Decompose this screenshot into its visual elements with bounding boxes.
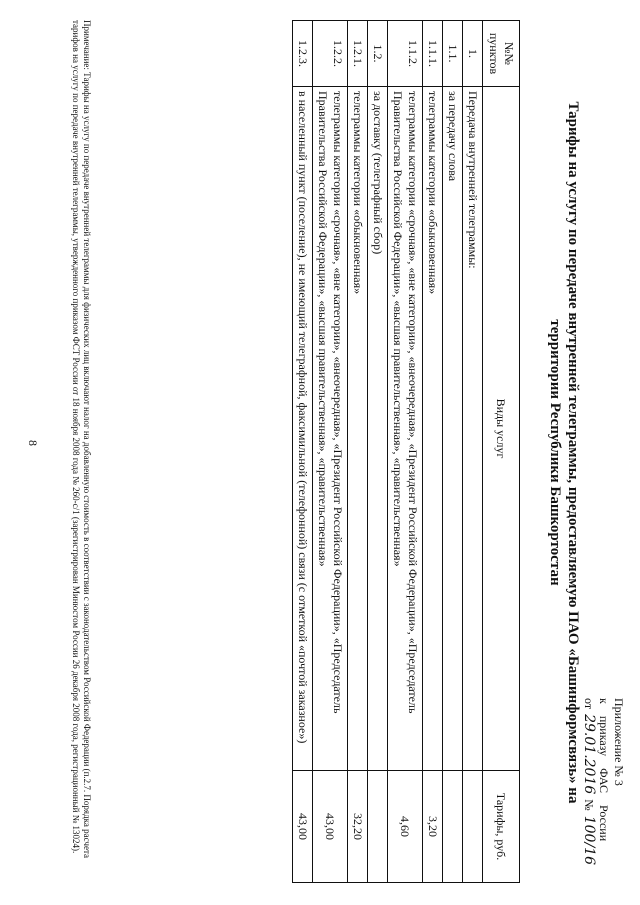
- row-description: за доставку (телеграфный сбор): [368, 87, 388, 771]
- row-tariff: 3,20: [423, 771, 443, 883]
- document-title: Тарифы на услугу по передаче внутренней телеграммы, предоставляемую ПАО «Башинформсвязь» на территории Республики Башкортостан: [547, 101, 581, 804]
- handwritten-number: 100/16: [581, 815, 597, 865]
- table-row: [423, 21, 443, 883]
- row-description: Передача внутренней телеграммы:: [463, 87, 483, 771]
- row-description: в населенный пункт (поселение), не имеющий телеграфной, факсимильной (телефонной) связи (с отметкой «почтой заказное»): [293, 87, 313, 771]
- table-row: [463, 21, 483, 883]
- appendix-number: Приложение № 3: [612, 698, 626, 786]
- table-header-row: [483, 21, 520, 883]
- handwritten-date: 29.01.2016: [581, 714, 597, 795]
- row-tariff: [443, 771, 463, 883]
- table-row: [313, 21, 348, 883]
- footnote: Примечание: Тарифы на услугу по передаче внутренней телеграммы для физических лиц включают налог на добавленную стоимость в соответствии с законодательством Российской Федерации (п.2.7. Порядка расчета тарифов на услугу по передаче внутренней телеграммы, утвержденного приказом ФСТ России от 18 ноября 2008 года № 260-с/1 (зарегистрирован Минюстом России 26 декабря 2008 года, регистрационный № 13024).: [71, 20, 92, 858]
- row-number: 1.2.: [368, 21, 388, 87]
- row-description: телеграммы категории «срочная», «вне категории», «внеочередная», «Президент Российской Федерации», «Председатель Правительства Российской Федерации», «высшая правительственная», «правительственная»: [388, 87, 423, 771]
- row-number: 1.1.2.: [388, 21, 423, 87]
- row-description: телеграммы категории «обыкновенная»: [348, 87, 368, 771]
- row-tariff: 4,60: [388, 771, 423, 883]
- row-number: 1.2.2.: [313, 21, 348, 87]
- row-tariff: [463, 771, 483, 883]
- row-tariff: [368, 771, 388, 883]
- table-row: [388, 21, 423, 883]
- row-description: за передачу слова: [443, 87, 463, 771]
- row-number: 1.1.1.: [423, 21, 443, 87]
- row-description: телеграммы категории «обыкновенная»: [423, 87, 443, 771]
- appendix-header: [581, 698, 626, 867]
- order-reference: к приказу ФАС России: [597, 698, 611, 842]
- table-row: [348, 21, 368, 883]
- tariff-table: [292, 20, 520, 883]
- header-item-number: №№ пунктов: [483, 21, 520, 87]
- row-tariff: 43,00: [313, 771, 348, 883]
- row-tariff: 32,20: [348, 771, 368, 883]
- order-date-number: от 29.01.2016 № 100/16: [581, 698, 597, 865]
- header-service-type: Виды услуг: [483, 87, 520, 771]
- header-tariff: Тарифы, руб.: [483, 771, 520, 883]
- row-number: 1.1.: [443, 21, 463, 87]
- row-number: 1.2.3.: [293, 21, 313, 87]
- page-number: 8: [26, 440, 40, 446]
- table-row: [443, 21, 463, 883]
- table-row: [293, 21, 313, 883]
- row-number: 1.2.1.: [348, 21, 368, 87]
- row-tariff: 43,00: [293, 771, 313, 883]
- row-description: телеграммы категории «срочная», «вне категории», «внеочередная», «Президент Российской Федерации», «Председатель Правительства Российской Федерации», «высшая правительственная», «правительственная»: [313, 87, 348, 771]
- row-number: 1.: [463, 21, 483, 87]
- table-row: [368, 21, 388, 883]
